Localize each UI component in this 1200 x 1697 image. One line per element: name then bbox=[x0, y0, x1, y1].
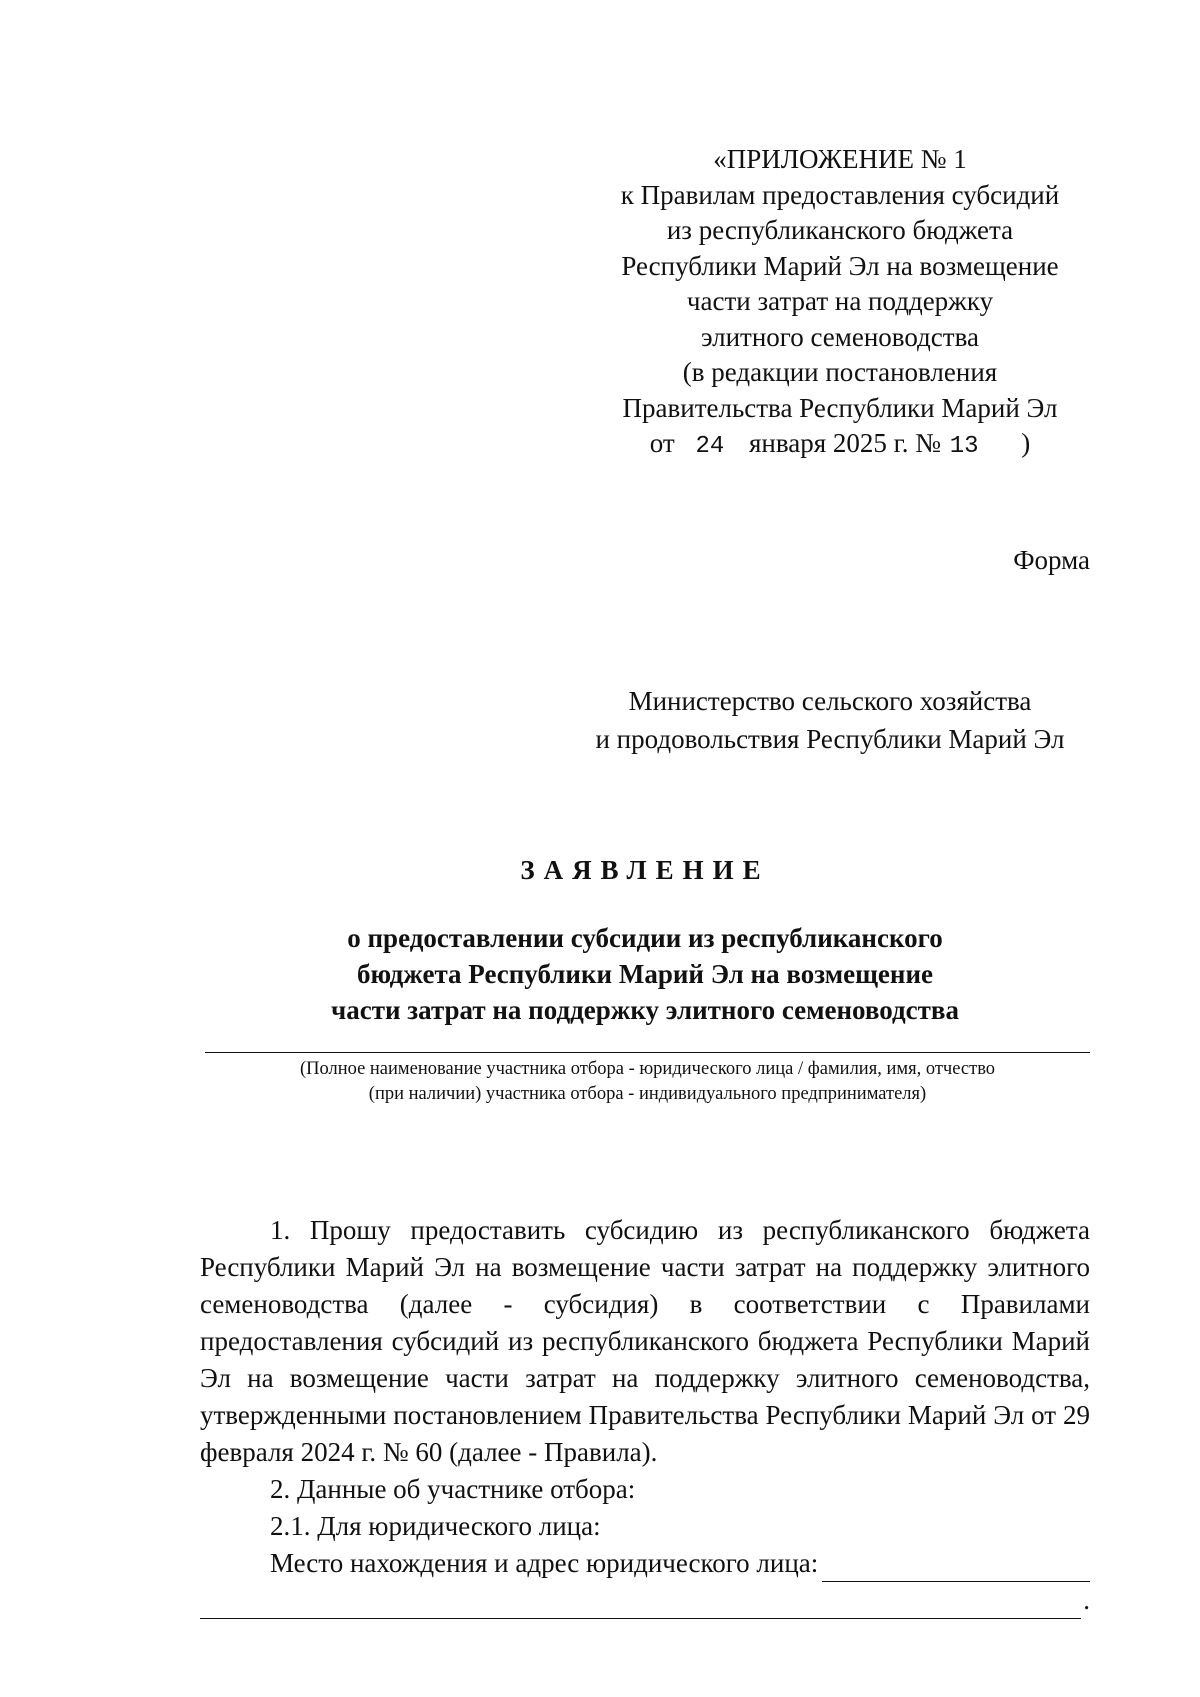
date-prefix: от bbox=[649, 428, 675, 458]
appendix-line-3: из республиканского бюджета bbox=[666, 215, 1014, 245]
appendix-date-line bbox=[590, 426, 1090, 465]
address-field-continued[interactable] bbox=[200, 1592, 1081, 1619]
appendix-line-8: Правительства Республики Марий Эл bbox=[622, 392, 1058, 423]
hint-line-1: (Полное наименование участника отбора - юридического лица / фамилия, имя, отчество bbox=[299, 1059, 996, 1079]
document-title: ЗАЯВЛЕНИЕ bbox=[520, 855, 770, 885]
hint-line-2: (при наличии) участника отбора - индивидуального предпринимателя) bbox=[368, 1084, 927, 1104]
address-field[interactable] bbox=[822, 1555, 1090, 1582]
applicant-name-field[interactable] bbox=[205, 1052, 1090, 1053]
appendix-line-1: «ПРИЛОЖЕНИЕ № 1 bbox=[713, 144, 967, 174]
subtitle-line-1: о предоставлении субсидии из республиканского bbox=[347, 923, 943, 953]
appendix-line-4: Республики Марий Эл на возмещение bbox=[621, 250, 1059, 281]
paragraph-1: 1. Прошу предоставить субсидию из республиканского бюджета Республики Марий Эл на возмещение части затрат на поддержку элитного семеноводства (далее - субсидия) в соответствии с Правилами предоставления субсидий из республиканского бюджета Республики Марий Эл на возмещение части затрат на поддержку элитного семеноводства, утвержденными постановлением Правительства Республики Марий Эл от 29 февраля 2024 г. № 60 (далее - Правила). bbox=[200, 1215, 1090, 1467]
document-body bbox=[200, 1212, 1090, 1619]
form-label: Форма bbox=[1013, 545, 1090, 575]
document-subtitle bbox=[300, 920, 990, 1028]
item-2: 2. Данные об участнике отбора: bbox=[270, 1474, 636, 1504]
applicant-name-hint bbox=[205, 1057, 1090, 1107]
appendix-line-5: части затрат на поддержку bbox=[686, 286, 994, 316]
recipient-block bbox=[570, 682, 1090, 758]
date-number: 13 bbox=[949, 433, 979, 460]
appendix-header bbox=[590, 142, 1090, 465]
date-rest: января 2025 г. № bbox=[749, 428, 941, 458]
recipient-line-1: Министерство сельского хозяйства bbox=[628, 686, 1032, 716]
item-2-1: 2.1. Для юридического лица: bbox=[270, 1511, 601, 1541]
subtitle-line-2: бюджета Республики Марий Эл на возмещение bbox=[357, 959, 933, 989]
address-label: Место нахождения и адрес юридического лица: bbox=[270, 1548, 819, 1578]
date-day: 24 bbox=[695, 433, 725, 460]
subtitle-line-3: части затрат на поддержку элитного семеноводства bbox=[331, 995, 959, 1025]
address-end-mark: . bbox=[1083, 1585, 1090, 1615]
appendix-line-7: (в редакции постановления bbox=[682, 357, 998, 387]
date-suffix: ) bbox=[1021, 428, 1031, 458]
recipient-line-2: и продовольствия Республики Марий Эл bbox=[595, 724, 1065, 754]
appendix-line-2: к Правилам предоставления субсидий bbox=[620, 179, 1060, 210]
address-row bbox=[200, 1545, 1090, 1582]
address-row-continued bbox=[200, 1582, 1090, 1619]
appendix-line-6: элитного семеноводства bbox=[701, 321, 979, 352]
